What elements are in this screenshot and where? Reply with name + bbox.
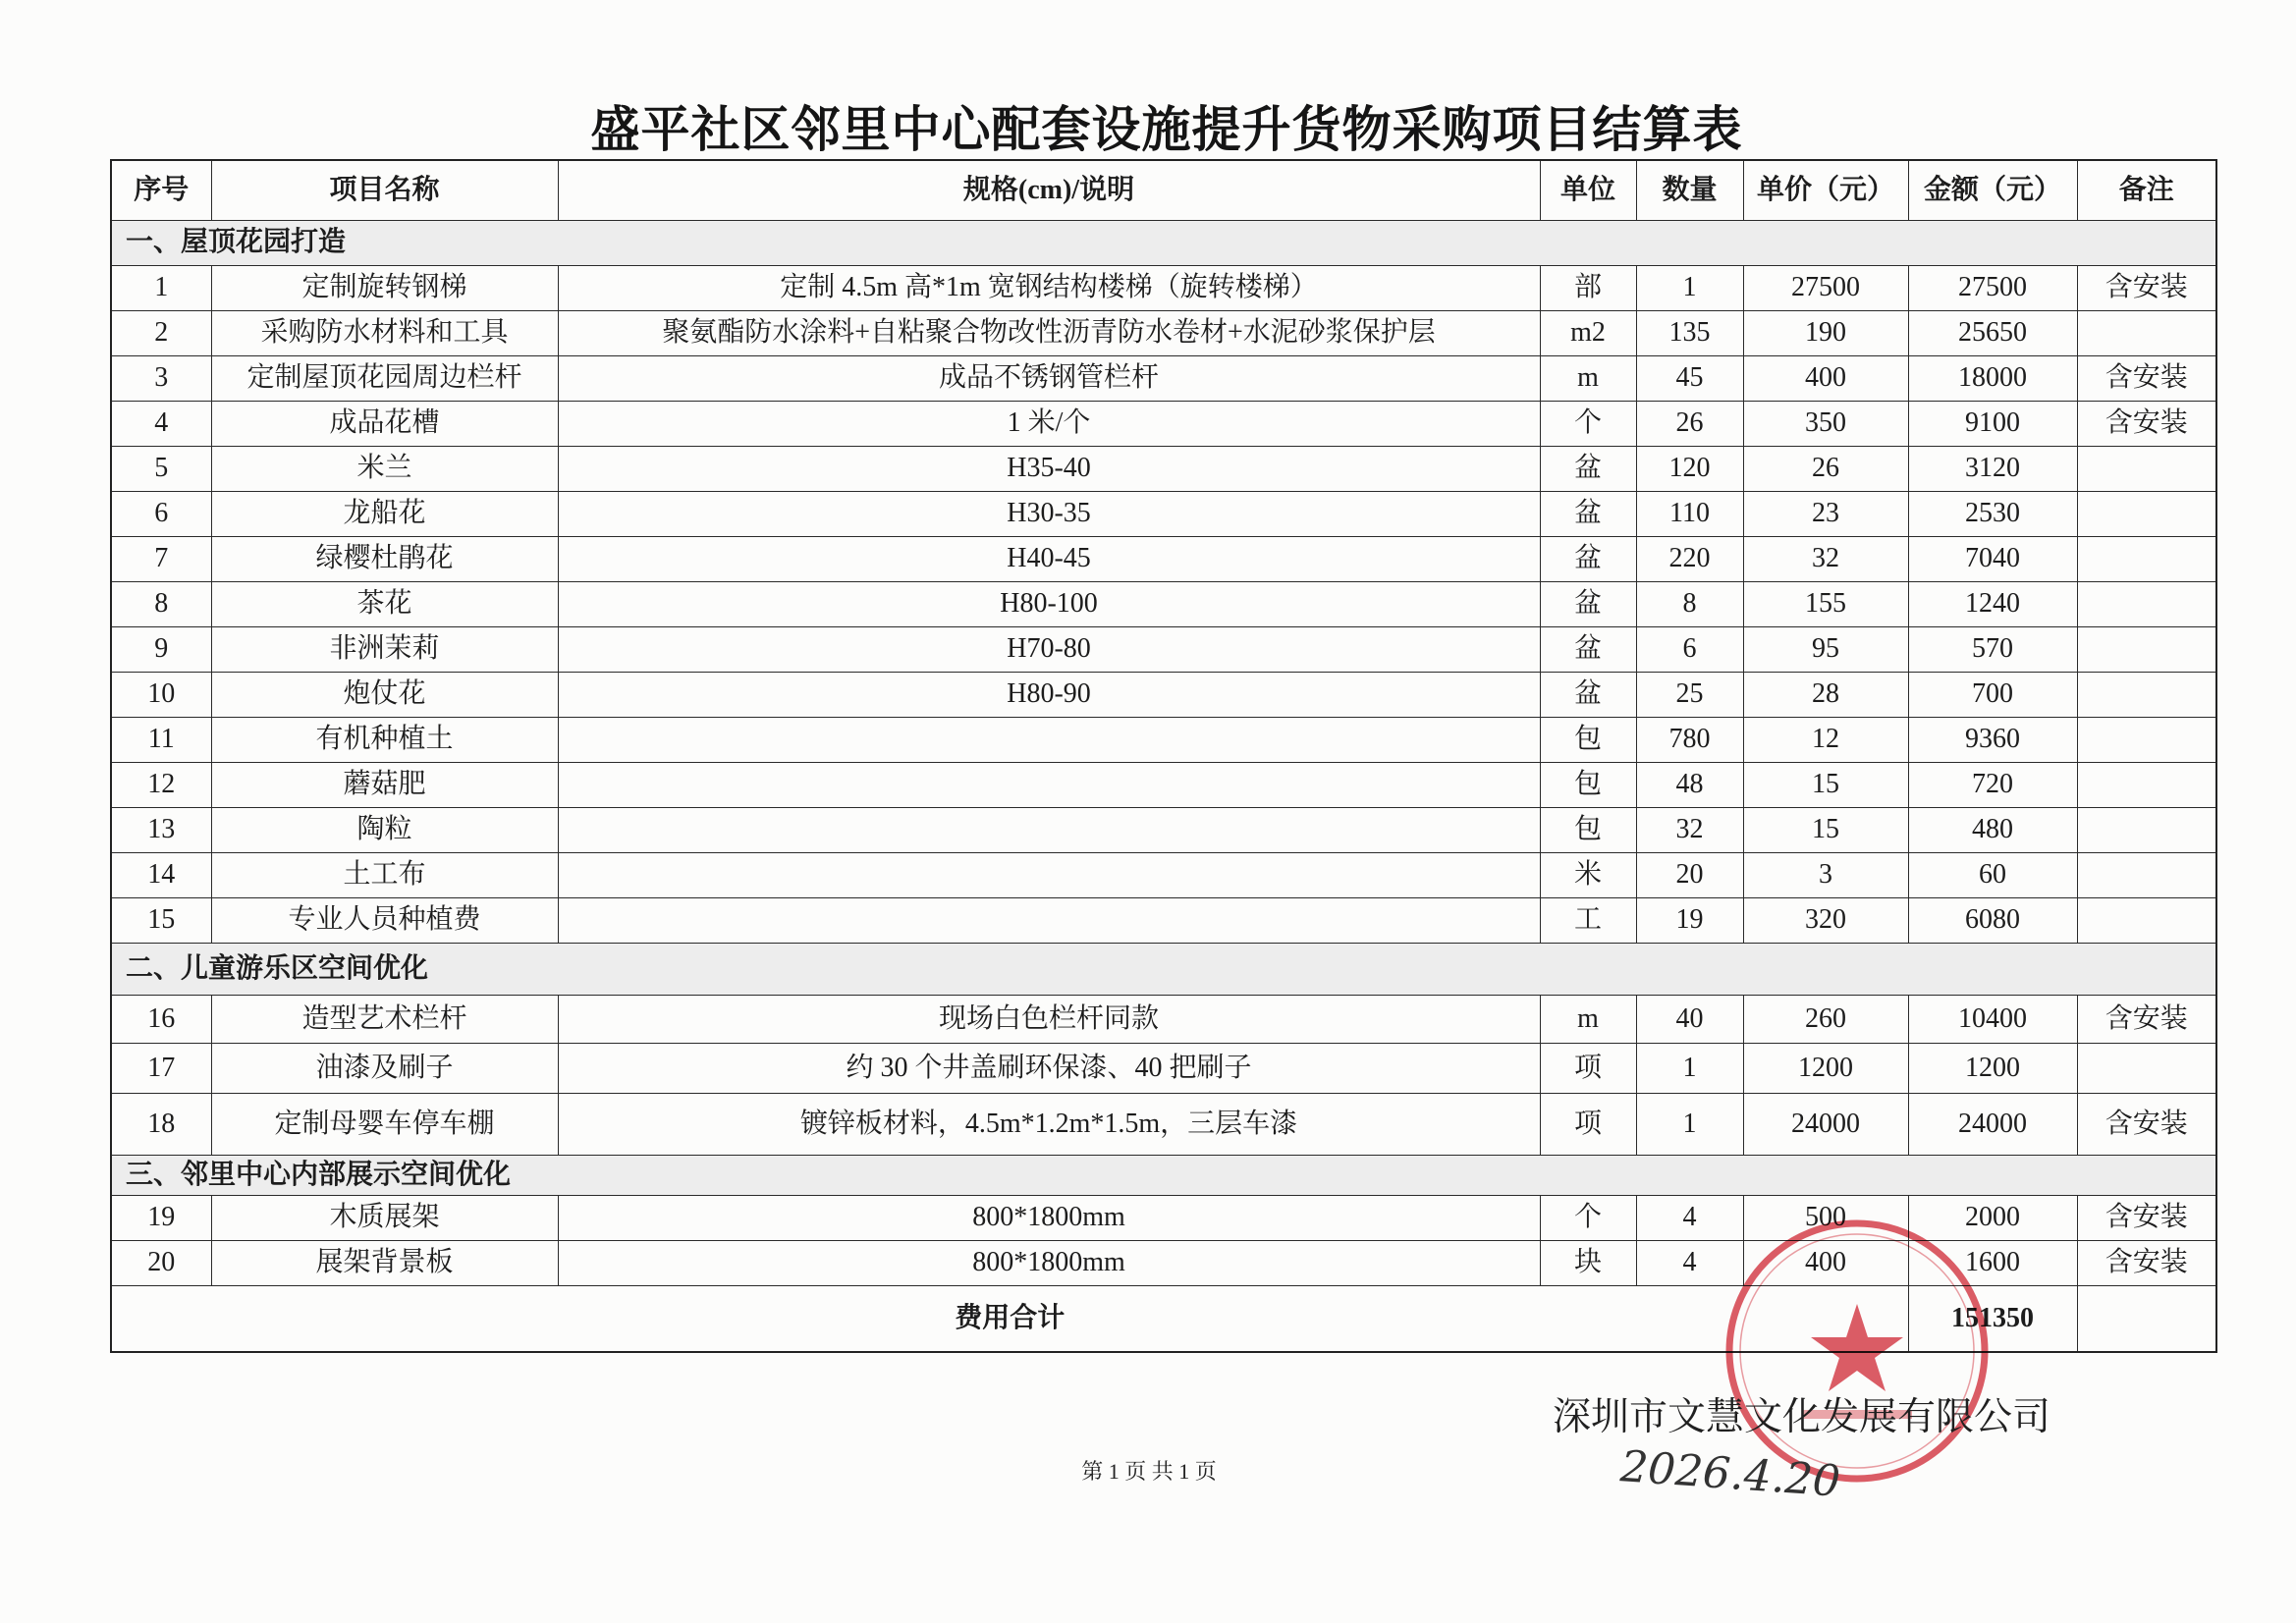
total-row [111,1286,2216,1353]
cell-no: 3 [111,356,211,402]
cell-remark: 含安装 [2077,1196,2216,1241]
cell-qty: 220 [1636,537,1743,582]
cell-item-name: 专业人员种植费 [211,898,558,944]
cell-item-name: 定制旋转钢梯 [211,266,558,311]
cell-amount: 9100 [1908,402,2077,447]
cell-unit: 项 [1540,1094,1636,1156]
table-row [111,266,2216,311]
cell-qty: 780 [1636,718,1743,763]
header-unit-price: 单价（元） [1743,160,1908,221]
cell-unit-price: 15 [1743,808,1908,853]
cell-spec: 镀锌板材料，4.5m*1.2m*1.5m，三层车漆 [558,1094,1540,1156]
cell-amount: 7040 [1908,537,2077,582]
cell-amount: 24000 [1908,1094,2077,1156]
cell-item-name: 炮仗花 [211,673,558,718]
total-label: 费用合计 [111,1286,1908,1353]
cell-unit: 米 [1540,853,1636,898]
header-remark: 备注 [2077,160,2216,221]
cell-qty: 4 [1636,1241,1743,1286]
cell-item-name: 茶花 [211,582,558,627]
cell-spec: H80-100 [558,582,1540,627]
cell-unit-price: 24000 [1743,1094,1908,1156]
cell-amount: 25650 [1908,311,2077,356]
settlement-table [110,159,2217,1353]
cell-amount: 570 [1908,627,2077,673]
header-spec: 规格(cm)/说明 [558,160,1540,221]
cell-no: 20 [111,1241,211,1286]
cell-item-name: 蘑菇肥 [211,763,558,808]
cell-unit: 项 [1540,1044,1636,1094]
cell-no: 8 [111,582,211,627]
cell-item-name: 非洲茉莉 [211,627,558,673]
total-remark [2077,1286,2216,1353]
cell-item-name: 油漆及刷子 [211,1044,558,1094]
cell-unit-price: 3 [1743,853,1908,898]
table-row [111,853,2216,898]
cell-unit-price: 190 [1743,311,1908,356]
table-row [111,582,2216,627]
cell-amount: 720 [1908,763,2077,808]
cell-spec [558,808,1540,853]
cell-spec: 成品不锈钢管栏杆 [558,356,1540,402]
cell-spec: H70-80 [558,627,1540,673]
cell-no: 16 [111,996,211,1044]
cell-remark: 含安装 [2077,402,2216,447]
cell-no: 12 [111,763,211,808]
cell-qty: 26 [1636,402,1743,447]
cell-qty: 1 [1636,1094,1743,1156]
cell-item-name: 定制母婴车停车棚 [211,1094,558,1156]
cell-unit: 包 [1540,763,1636,808]
cell-qty: 8 [1636,582,1743,627]
cell-remark [2077,447,2216,492]
cell-remark: 含安装 [2077,996,2216,1044]
cell-remark: 含安装 [2077,356,2216,402]
cell-spec [558,718,1540,763]
cell-unit-price: 400 [1743,356,1908,402]
cell-unit-price: 350 [1743,402,1908,447]
cell-item-name: 采购防水材料和工具 [211,311,558,356]
cell-item-name: 陶粒 [211,808,558,853]
cell-no: 10 [111,673,211,718]
cell-no: 14 [111,853,211,898]
cell-spec [558,763,1540,808]
cell-remark: 含安装 [2077,1094,2216,1156]
cell-spec: 800*1800mm [558,1196,1540,1241]
cell-qty: 40 [1636,996,1743,1044]
cell-qty: 48 [1636,763,1743,808]
cell-unit: 包 [1540,808,1636,853]
cell-qty: 1 [1636,266,1743,311]
cell-item-name: 绿樱杜鹃花 [211,537,558,582]
cell-unit: m2 [1540,311,1636,356]
cell-item-name: 成品花槽 [211,402,558,447]
cell-qty: 20 [1636,853,1743,898]
cell-no: 6 [111,492,211,537]
header-amount: 金额（元） [1908,160,2077,221]
cell-unit: 块 [1540,1241,1636,1286]
cell-spec: 定制 4.5m 高*1m 宽钢结构楼梯（旋转楼梯） [558,266,1540,311]
cell-amount: 6080 [1908,898,2077,944]
cell-unit-price: 155 [1743,582,1908,627]
section-label: 二、儿童游乐区空间优化 [111,944,2216,996]
cell-unit-price: 23 [1743,492,1908,537]
table-row [111,808,2216,853]
table-row [111,311,2216,356]
table-row [111,492,2216,537]
document-title: 盛平社区邻里中心配套设施提升货物采购项目结算表 [590,102,1743,157]
cell-item-name: 定制屋顶花园周边栏杆 [211,356,558,402]
cell-spec: H30-35 [558,492,1540,537]
cell-amount: 1240 [1908,582,2077,627]
cell-amount: 60 [1908,853,2077,898]
total-amount: 151350 [1908,1286,2077,1353]
page-number: 第 1 页 共 1 页 [1081,1459,1217,1484]
cell-no: 18 [111,1094,211,1156]
company-name: 深圳市文慧文化发展有限公司 [1553,1396,2051,1438]
section-row [111,221,2216,266]
cell-no: 17 [111,1044,211,1094]
cell-qty: 1 [1636,1044,1743,1094]
header-no: 序号 [111,160,211,221]
cell-qty: 120 [1636,447,1743,492]
table-row [111,898,2216,944]
cell-remark [2077,492,2216,537]
cell-unit: 盆 [1540,492,1636,537]
table-row [111,1044,2216,1094]
cell-amount: 27500 [1908,266,2077,311]
cell-unit-price: 12 [1743,718,1908,763]
cell-unit: 包 [1540,718,1636,763]
cell-remark [2077,673,2216,718]
cell-unit: m [1540,996,1636,1044]
cell-remark [2077,582,2216,627]
cell-remark [2077,763,2216,808]
cell-amount: 2530 [1908,492,2077,537]
cell-qty: 4 [1636,1196,1743,1241]
cell-unit: 盆 [1540,627,1636,673]
cell-spec: H80-90 [558,673,1540,718]
cell-no: 13 [111,808,211,853]
cell-amount: 9360 [1908,718,2077,763]
cell-unit: m [1540,356,1636,402]
cell-qty: 6 [1636,627,1743,673]
cell-item-name: 木质展架 [211,1196,558,1241]
table-row [111,402,2216,447]
cell-no: 19 [111,1196,211,1241]
section-row [111,944,2216,996]
cell-spec: H35-40 [558,447,1540,492]
cell-spec: H40-45 [558,537,1540,582]
cell-remark [2077,1044,2216,1094]
cell-remark [2077,537,2216,582]
header-qty: 数量 [1636,160,1743,221]
cell-item-name: 龙船花 [211,492,558,537]
cell-item-name: 展架背景板 [211,1241,558,1286]
cell-item-name: 有机种植土 [211,718,558,763]
table-row [111,673,2216,718]
cell-qty: 135 [1636,311,1743,356]
cell-unit-price: 26 [1743,447,1908,492]
cell-qty: 45 [1636,356,1743,402]
table-row [111,1094,2216,1156]
cell-amount: 1200 [1908,1044,2077,1094]
table-row [111,718,2216,763]
cell-unit: 工 [1540,898,1636,944]
cell-no: 7 [111,537,211,582]
cell-item-name: 土工布 [211,853,558,898]
cell-unit-price: 27500 [1743,266,1908,311]
table-row [111,1241,2216,1286]
cell-unit-price: 260 [1743,996,1908,1044]
cell-no: 5 [111,447,211,492]
cell-remark [2077,311,2216,356]
cell-unit-price: 15 [1743,763,1908,808]
cell-unit-price: 400 [1743,1241,1908,1286]
section-label: 一、屋顶花园打造 [111,221,2216,266]
cell-spec: 聚氨酯防水涂料+自粘聚合物改性沥青防水卷材+水泥砂浆保护层 [558,311,1540,356]
cell-unit: 盆 [1540,582,1636,627]
cell-spec: 约 30 个井盖刷环保漆、40 把刷子 [558,1044,1540,1094]
cell-unit-price: 32 [1743,537,1908,582]
cell-qty: 32 [1636,808,1743,853]
cell-item-name: 造型艺术栏杆 [211,996,558,1044]
section-label: 三、邻里中心内部展示空间优化 [111,1156,2216,1196]
section-row [111,1156,2216,1196]
table-header-row [111,160,2216,221]
cell-spec: 800*1800mm [558,1241,1540,1286]
cell-qty: 110 [1636,492,1743,537]
table-row [111,356,2216,402]
cell-remark [2077,808,2216,853]
cell-unit: 盆 [1540,447,1636,492]
cell-unit-price: 95 [1743,627,1908,673]
handwritten-date: 2026.4.20 [1618,1441,1842,1507]
cell-unit-price: 500 [1743,1196,1908,1241]
cell-spec: 现场白色栏杆同款 [558,996,1540,1044]
cell-unit: 盆 [1540,537,1636,582]
cell-unit-price: 320 [1743,898,1908,944]
cell-qty: 19 [1636,898,1743,944]
table-row [111,1196,2216,1241]
cell-amount: 2000 [1908,1196,2077,1241]
table-row [111,627,2216,673]
header-item-name: 项目名称 [211,160,558,221]
cell-no: 4 [111,402,211,447]
cell-no: 2 [111,311,211,356]
cell-spec: 1 米/个 [558,402,1540,447]
table-row [111,447,2216,492]
cell-unit: 部 [1540,266,1636,311]
cell-amount: 480 [1908,808,2077,853]
cell-amount: 18000 [1908,356,2077,402]
cell-remark [2077,898,2216,944]
cell-remark: 含安装 [2077,266,2216,311]
cell-remark: 含安装 [2077,1241,2216,1286]
cell-unit: 个 [1540,1196,1636,1241]
cell-unit: 个 [1540,402,1636,447]
table-row [111,996,2216,1044]
cell-qty: 25 [1636,673,1743,718]
cell-amount: 700 [1908,673,2077,718]
cell-remark [2077,627,2216,673]
cell-no: 15 [111,898,211,944]
cell-amount: 10400 [1908,996,2077,1044]
cell-spec [558,853,1540,898]
cell-item-name: 米兰 [211,447,558,492]
cell-amount: 1600 [1908,1241,2077,1286]
cell-amount: 3120 [1908,447,2077,492]
cell-no: 11 [111,718,211,763]
table-row [111,763,2216,808]
cell-unit-price: 28 [1743,673,1908,718]
cell-no: 1 [111,266,211,311]
table-row [111,537,2216,582]
cell-spec [558,898,1540,944]
cell-remark [2077,718,2216,763]
cell-remark [2077,853,2216,898]
cell-unit-price: 1200 [1743,1044,1908,1094]
cell-no: 9 [111,627,211,673]
header-unit: 单位 [1540,160,1636,221]
cell-unit: 盆 [1540,673,1636,718]
